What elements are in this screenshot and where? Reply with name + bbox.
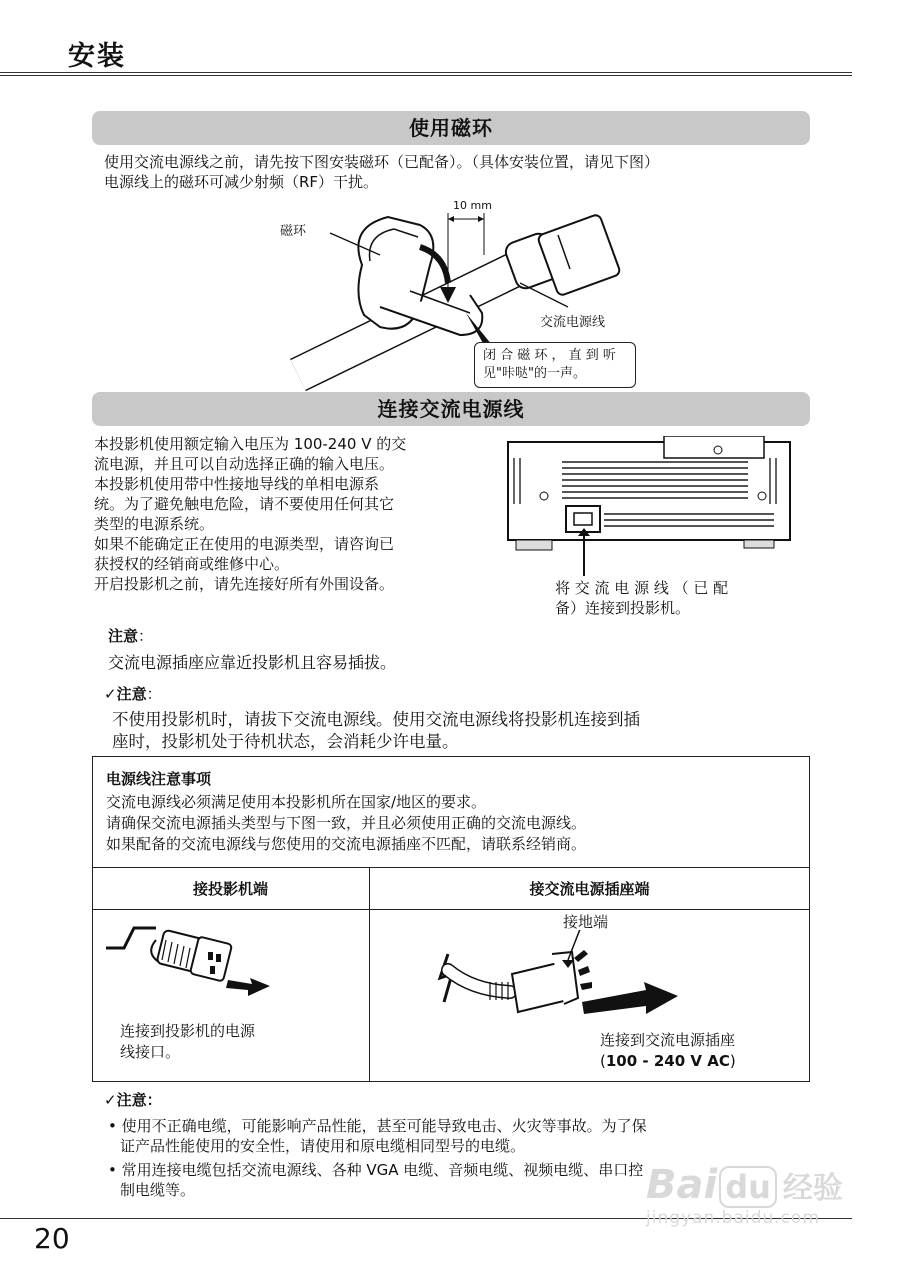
note1-colon: ： (138, 627, 154, 645)
cord-box-heading: 电源线注意事项 (106, 770, 212, 788)
box-divider-header (92, 909, 810, 910)
section-heading-power: 连接交流电源线 (92, 392, 810, 426)
bottom-note-label: 注意： (116, 1091, 162, 1109)
power-line-8: 开启投影机之前，请先连接好所有外围设备。 (94, 575, 395, 593)
outlet-arrow-icon (582, 982, 678, 1014)
ac-inlet-port (566, 506, 600, 532)
projector-caption-line2: 备）连接到投影机。 (555, 599, 691, 617)
col-right-header: 接交流电源插座端 (529, 880, 650, 898)
bullet-1-line2: 证产品性能使用的安全性，请使用和原电缆相同型号的电缆。 (120, 1137, 526, 1155)
note1-text: 交流电源插座应靠近投影机且容易插拔。 (108, 653, 397, 672)
right-caption-line2 (600, 1051, 736, 1072)
header-rule-2 (0, 75, 852, 76)
power-line-5: 类型的电源系统。 (94, 515, 215, 533)
watermark-brand: Bai (646, 1162, 718, 1208)
power-line-7: 获授权的经销商或维修中心。 (94, 555, 290, 573)
core-label: 磁环 (280, 224, 307, 239)
arrow-icon (226, 978, 270, 996)
bullet-2 (108, 1160, 643, 1200)
power-line-1: 本投影机使用额定输入电压为 100-240 V 的交 (94, 435, 407, 453)
magnet-intro-line2: 电源线上的磁环可减少射频（RF）干扰。 (104, 173, 379, 191)
check-icon: ✓ (104, 685, 117, 703)
power-line-3: 本投影机使用带中性接地导线的单相电源系 (94, 475, 380, 493)
bullet-1 (108, 1116, 647, 1156)
bottom-note-heading (104, 1090, 162, 1110)
dimension-label: 10 mm (453, 199, 492, 212)
note2-line1: 不使用投影机时，请拔下交流电源线。使用交流电源线将投影机连接到插 (112, 710, 640, 729)
cable-label: 交流电源线 (540, 315, 606, 330)
page-title: 安装 (68, 41, 126, 72)
baidu-watermark (646, 1162, 843, 1228)
voltage-range: 100 - 240 V AC (605, 1052, 730, 1070)
left-caption-line2: 线接口。 (120, 1043, 181, 1061)
col-left-header: 接投影机端 (192, 880, 268, 898)
page-number: 20 (34, 1222, 70, 1255)
box-column-divider (369, 867, 370, 1081)
note2-colon: ： (146, 685, 162, 703)
note2-line2: 座时，投影机处于待机状态，会消耗少许电量。 (112, 732, 459, 751)
magnet-intro-line1: 使用交流电源线之前，请先按下图安装磁环（已配备）。（具体安装位置，请见下图） (104, 153, 660, 171)
cord-box-line1: 交流电源线必须满足使用本投影机所在国家/地区的要求。 (106, 793, 487, 811)
power-description (94, 434, 494, 594)
watermark-du: du (719, 1166, 777, 1208)
note2-text (112, 709, 640, 753)
note2-heading (104, 684, 162, 704)
watermark-jy: 经验 (782, 1171, 843, 1206)
projector-end-connector-drawing (104, 914, 274, 1004)
header-rule-1 (0, 72, 852, 73)
right-caption-line1: 连接到交流电源插座 (600, 1031, 736, 1049)
power-line-6: 如果不能确定正在使用的电源类型，请咨询已 (94, 535, 395, 553)
bullet-2-line2: 制电缆等。 (120, 1181, 196, 1199)
power-line-2: 流电源，并且可以自动选择正确的输入电压。 (94, 455, 395, 473)
note2-label: 注意 (116, 685, 147, 703)
projector-rear-drawing (504, 436, 796, 576)
cord-box-line2: 请确保交流电源插头类型与下图一致，并且必须使用正确的交流电源线。 (106, 814, 587, 832)
outlet-end-plug-drawing (432, 930, 682, 1030)
right-caption-close: ) (729, 1052, 736, 1070)
left-caption-line1: 连接到投影机的电源 (120, 1022, 256, 1040)
cord-box-body (106, 792, 586, 855)
bullet-2-line1: • 常用连接电缆包括交流电源线、各种 VGA 电缆、音频电缆、视频电缆、串口控 (108, 1161, 644, 1179)
cord-box-line3: 如果配备的交流电源线与您使用的交流电源插座不匹配，请联系经销商。 (106, 835, 587, 853)
ground-label: 接地端 (563, 913, 609, 931)
projector-caption-line1: 将 交 流 电 源 线 （ 已 配 (555, 579, 729, 597)
close-core-callout (474, 342, 636, 388)
note1-heading (108, 626, 153, 646)
bottom-check-icon: ✓ (104, 1091, 117, 1109)
right-caption-open: ( (600, 1052, 606, 1070)
note1-label: 注意 (108, 627, 139, 645)
power-line-4: 统。为了避免触电危险，请不要使用任何其它 (94, 495, 395, 513)
bullet-1-line1: • 使用不正确电缆，可能影响产品性能，甚至可能导致电击、火灾等事故。为了保 (108, 1117, 647, 1135)
callout-line1: 闭 合 磁 环 ， 直 到 听 (483, 348, 616, 363)
section-heading-magnet: 使用磁环 (92, 111, 810, 145)
callout-line2: 见"咔哒"的一声。 (483, 366, 586, 381)
watermark-url: jingyan.baidu.com (646, 1208, 820, 1228)
box-divider-top (92, 867, 810, 868)
left-caption (120, 1021, 255, 1063)
